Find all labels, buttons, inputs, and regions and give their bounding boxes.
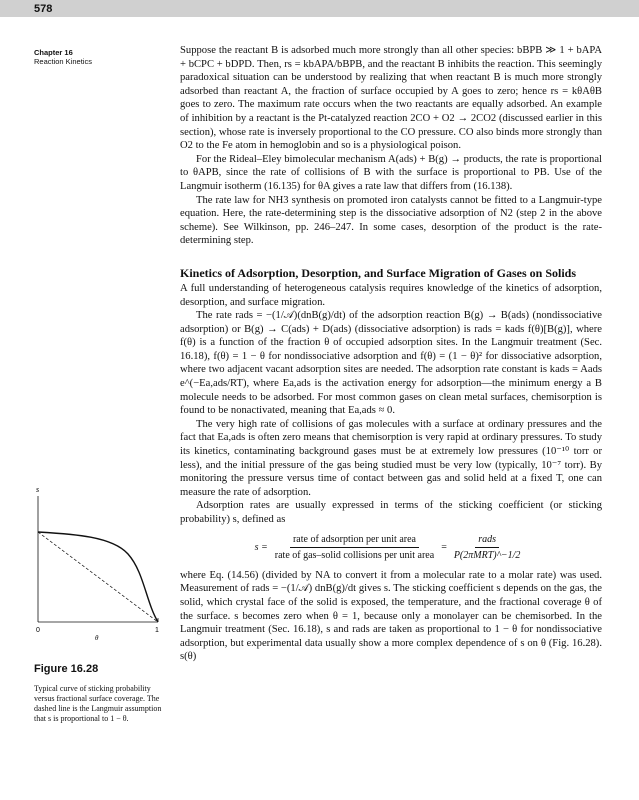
- x-tick-label-0: 0: [36, 627, 40, 634]
- fraction-denominator: rate of gas–solid collisions per unit area: [274, 550, 435, 562]
- chapter-title: Reaction Kinetics: [34, 57, 92, 66]
- sticking-probability-figure: [32, 484, 177, 644]
- paragraph: where Eq. (14.56) (divided by NA to convert it from a molecular rate to a molar rate) was used. Measurement of rads = −(1/𝒜) dnB(g)/dt gives s. The sticking coefficient s depends on the gas, the solid, which crystal face of the solid is exposed, the temperature, and the fractional coverage θ of the surface. s becomes zero when θ = 1, because only a monolayer can be chemisorbed. In the Langmuir treatment (Sec. 16.18), s and rads are taken as proportional to 1 − θ for nondissociative adsorption, but experimental data usually show a more complex dependence of s on θ (Fig. 16.28). s(θ): [180, 569, 602, 663]
- page-header-bar: [0, 0, 639, 17]
- fraction-symbols: [451, 533, 524, 563]
- fraction-words: [272, 533, 437, 563]
- paragraph: Suppose the reactant B is adsorbed much more strongly than all other species: bBPB ≫ 1 + bAPA + bCPC + bDPD. Then, rs = kbAPA/bBPB, and the reactant B inhibits the reaction. This seemingly paradoxical situation can be understood by realizing that when reactant B is much more strongly adsorbed than reactant A, the fraction of surface occupied by A goes to zero; hence rs = kθAθB goes to zero. The maximum rate occurs when the two reactants are equally adsorbed. An example of inhibition by a reactant is the Pt-catalyzed reaction 2CO + O2 → 2CO2 (discussed earlier in this section), whose rate is inversely proportional to the CO pressure. CO also binds more strongly than O2 to the Fe atom in hemoglobin and so is a physiological poison.: [180, 45, 602, 152]
- fraction-denominator: P(2πMRT)^−1/2: [453, 550, 521, 562]
- equation-lhs: s =: [254, 541, 268, 553]
- equals-sign: =: [441, 541, 447, 553]
- paragraph: Adsorption rates are usually expressed in terms of the sticking coefficient (or sticking probability) s, defined as: [180, 500, 602, 525]
- y-axis-label: s: [36, 485, 40, 494]
- paragraph: For the Rideal–Eley bimolecular mechanism A(ads) + B(g) → products, the rate is proportional to θAPB, since the rate of collisions of B with the surface is proportional to PB. Use of the Langmuir isotherm (16.135) for θA gives a rate law that differs from (16.138).: [180, 153, 602, 192]
- x-axis-label: θ: [95, 634, 99, 642]
- chapter-label: [34, 48, 92, 66]
- paragraph: The rate law for NH3 synthesis on promoted iron catalysts cannot be fitted to a Langmuir-type equation. Here, the rate-determining step is the dissociative adsorption of N2 (step 2 in the above scheme). See Wilkinson, pp. 246–247. In some cases, desorption of the product is the rate-determining step.: [180, 194, 602, 247]
- figure-title: Figure 16.28: [34, 663, 99, 675]
- paragraph: The very high rate of collisions of gas molecules with a surface at ordinary pressures and the fact that Ea,ads is often zero means that chemisorption is very rapid at ordinary pressures. To study its kinetics, contaminating background gases must be at extremely low pressures (10⁻¹⁰ torr or less), and the initial pressure of the gas being studied must be very low (typically, 10⁻⁷ torr). By monitoring the pressure versus time of contact between gas and solid held at a fixed T, one can measure the rate of adsorption.: [180, 418, 602, 498]
- sticking-coefficient-equation: [180, 533, 602, 563]
- figure-caption: Typical curve of sticking probability versus fractional surface coverage. The dashed line is the Langmuir assumption that s is proportional to 1 − θ.: [34, 684, 162, 723]
- page-number: 578: [34, 3, 53, 15]
- fraction-numerator: rads: [475, 533, 499, 549]
- x-tick-label-1: 1: [155, 627, 159, 634]
- fraction-numerator: rate of adsorption per unit area: [290, 533, 419, 549]
- paragraph: A full understanding of heterogeneous catalysis requires knowledge of the kinetics of adsorption, desorption, and surface migration.: [180, 282, 602, 308]
- section-title: Kinetics of Adsorption, Desorption, and Surface Migration of Gases on Solids: [180, 265, 577, 280]
- paragraph: The rate rads = −(1/𝒜)(dnB(g)/dt) of the adsorption reaction B(g) → B(ads) (nondissociative adsorption) or B(g) → C(ads) + D(ads) (dissociative adsorption) is rads = kads f(θ)[B(g)], where f(θ) is a function of the fraction θ of occupied adsorption sites. In the Langmuir treatment (Sec. 16.18), f(θ) = 1 − θ for nondissociative adsorption and f(θ) = (1 − θ)² for dissociative adsorption, where two adjacent vacant adsorption sites are needed. The adsorption rate constant is kads = Aads e^(−Ea,ads/RT), where Ea,ads is the activation energy for adsorption—the minimum energy a B molecule needs to be adsorbed. For most common gases on clean metal surfaces, chemisorption is found to be nonactivated, meaning that Ea,ads ≈ 0.: [180, 310, 602, 417]
- main-text: [180, 44, 602, 664]
- chapter-number: Chapter 16: [34, 48, 73, 57]
- langmuir-dashed-line: [38, 532, 158, 622]
